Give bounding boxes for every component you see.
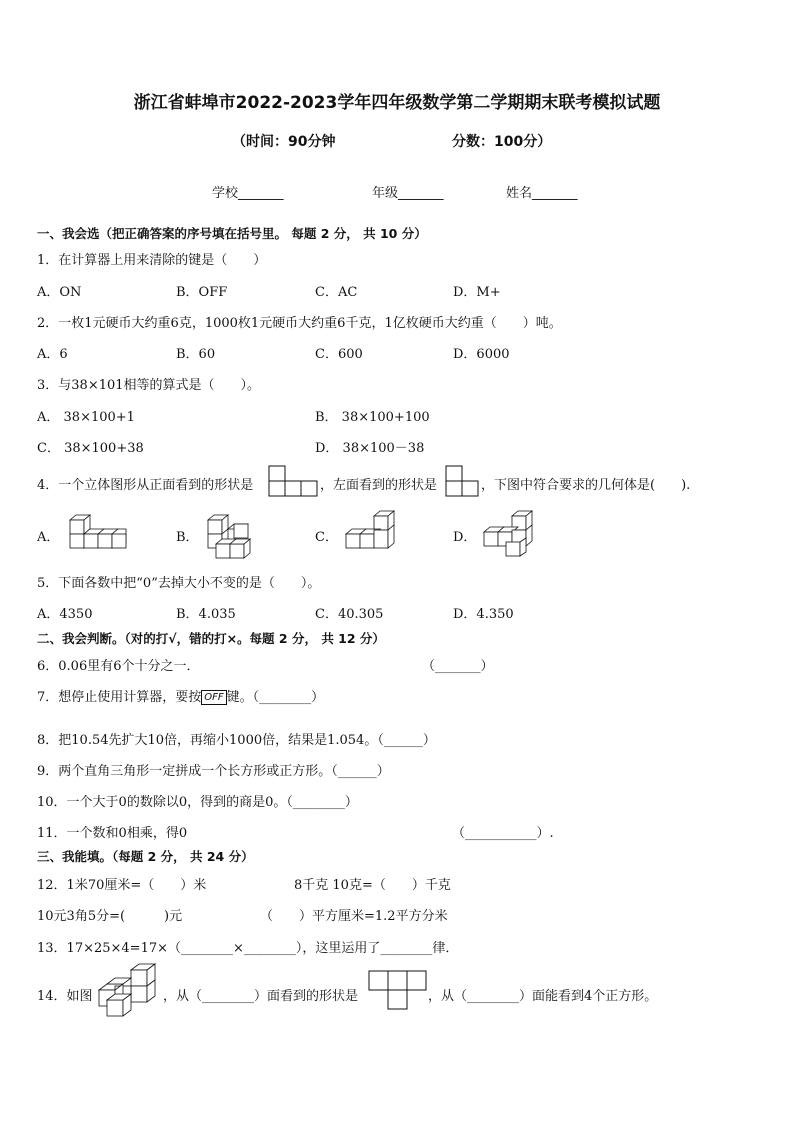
q1-option-d: D．M+ (453, 285, 501, 300)
front-view-figure (268, 465, 320, 497)
q4-option-c-cubes (342, 510, 404, 556)
off-key-icon: OFF (201, 690, 226, 705)
question-8: 8．把10.54先扩大10倍，再缩小1000倍，结果是1.054。（______） (37, 733, 436, 748)
q2-option-c: C．600 (315, 347, 363, 362)
question-5: 5．下面各数中把“0”去掉大小不变的是（ ）。 (37, 576, 321, 591)
grade-field: 年级_______ (372, 186, 444, 201)
q1-option-b: B．OFF (176, 285, 228, 300)
q3-option-c: C． 38×100+38 (37, 441, 144, 456)
q7-text-b: 键。（________） (226, 690, 325, 705)
q5-option-b: B．4.035 (176, 607, 236, 622)
question-4-part-a: 4．一个立体图形从正面看到的形状是 (37, 478, 254, 493)
question-3: 3．与38×101相等的算式是（ ）。 (37, 378, 261, 393)
q7-text-a: 7．想停止使用计算器，要按 (37, 690, 202, 705)
question-12-part-b: 8千克 10克=（ ）千克 (294, 878, 451, 893)
q4-option-d: D． (453, 530, 477, 545)
question-14-part-b: ，从（________）面看到的形状是 (163, 989, 359, 1004)
question-12-part-c: 10元3角5分=( )元 (37, 909, 183, 924)
q4-option-b-cubes (204, 514, 266, 560)
q5-option-c: C．40.305 (315, 607, 384, 622)
question-1: 1．在计算器上用来清除的键是（ ） (37, 253, 267, 268)
q4-option-a: A． (37, 530, 60, 545)
q4-option-c: C． (315, 530, 338, 545)
question-11: 11．一个数和0相乘，得0 (37, 826, 188, 841)
question-12-part-a: 12．1米70厘米=（ ）米 (37, 878, 207, 893)
q6-answer-blank: （_______） (422, 659, 494, 674)
q11-answer-blank: （___________）. (452, 826, 554, 841)
left-view-figure (445, 465, 481, 497)
section3-heading: 三、我能填。（每题 2 分， 共 24 分） (37, 849, 254, 864)
q2-option-d: D．6000 (453, 347, 510, 362)
q1-option-c: C．AC (315, 285, 358, 300)
question-4-part-b: ，左面看到的形状是 (320, 478, 438, 493)
question-9: 9．两个直角三角形一定拼成一个长方形或正方形。（______） (37, 764, 390, 779)
q3-option-a: A． 38×100+1 (37, 410, 135, 425)
q1-option-a: A．ON (37, 285, 82, 300)
question-6: 6．0.06里有6个十分之一． (37, 659, 200, 674)
q3-option-b: B． 38×100+100 (315, 410, 430, 425)
q4-option-d-cubes (480, 510, 542, 558)
q14-view-figure (368, 970, 428, 1010)
q2-option-a: A．6 (37, 347, 68, 362)
exam-time: （时间：90分钟 (232, 134, 336, 150)
school-field: 学校_______ (212, 186, 284, 201)
exam-title: 浙江省蚌埠市2022-2023学年四年级数学第二学期期末联考模拟试题 (133, 93, 661, 113)
q5-option-d: D．4.350 (453, 607, 514, 622)
exam-score: 分数：100分） (452, 134, 552, 150)
question-4-part-c: ，下图中符合要求的几何体是( ). (481, 478, 691, 493)
q2-option-b: B．60 (176, 347, 216, 362)
q3-option-d: D． 38×100－38 (315, 441, 425, 456)
name-field: 姓名_______ (506, 186, 578, 201)
question-14-part-a: 14．如图 (37, 989, 93, 1004)
question-2: 2．一枚1元硬币大约重6克，1000枚1元硬币大约重6千克，1亿枚硬币大约重（ ）吨。 (37, 316, 562, 331)
q4-option-a-cubes (66, 514, 132, 556)
q14-cubes-figure (93, 962, 163, 1018)
q5-option-a: A．4350 (37, 607, 93, 622)
q4-option-b: B． (176, 530, 199, 545)
question-14-part-c: ，从（________）面能看到4个正方形。 (428, 989, 658, 1004)
question-10: 10．一个大于0的数除以0，得到的商是0。（________） (37, 795, 358, 810)
question-13: 13．17×25×4=17×（________×________），这里运用了________律． (37, 941, 459, 956)
section1-heading: 一、我会选（把正确答案的序号填在括号里。 每题 2 分， 共 10 分） (37, 226, 427, 241)
question-12-part-d: （ ）平方厘米=1.2平方分米 (260, 909, 448, 924)
question-7 (37, 686, 324, 705)
section2-heading: 二、我会判断。（对的打√，错的打×。每题 2 分， 共 12 分） (37, 631, 385, 646)
